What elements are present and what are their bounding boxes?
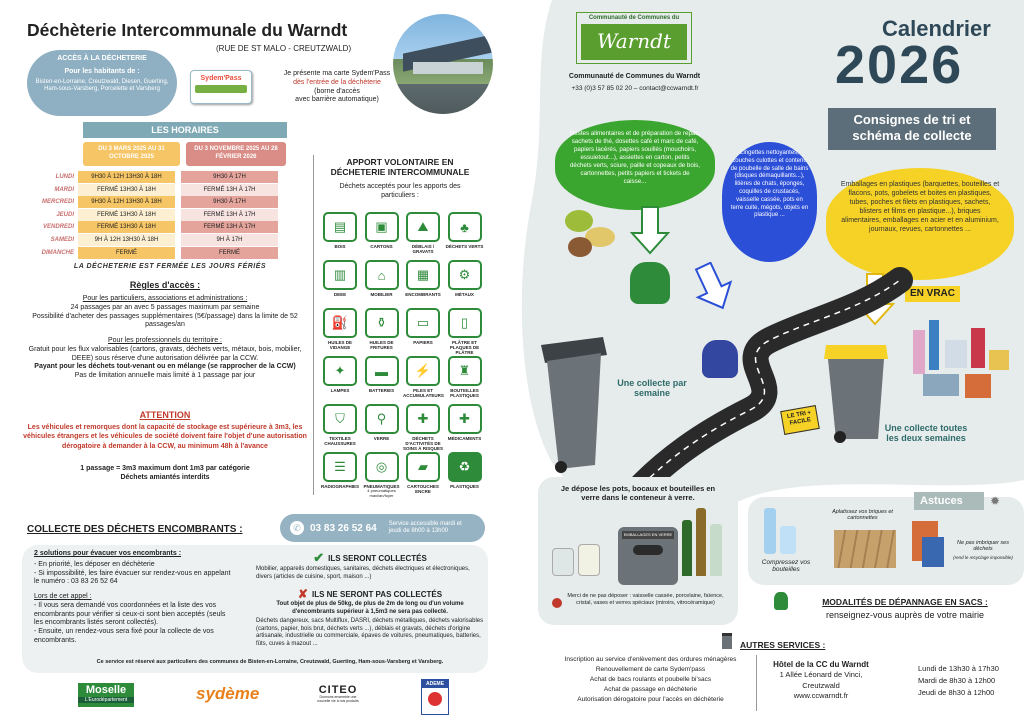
- bottle-icon: ♜: [448, 356, 482, 386]
- access-sub: Pour les habitants de :: [64, 67, 140, 75]
- card-text-1: Je présente ma carte Sydem'Pass: [283, 70, 391, 77]
- horaires-cell-summer: 9H À 12H 13H30 À 18H: [78, 234, 175, 246]
- waste-category-item: [445, 356, 485, 398]
- card-text-2: dès l'entrée de la déchèterie: [293, 78, 381, 86]
- cc-logo: [576, 12, 692, 64]
- encombrants-right: [256, 550, 484, 648]
- access-towns: Bisten-en-Lorraine, Creutzwald, Diesen, Guerting, Ham-sous-Varsberg, Porcelette et Varsberg: [35, 78, 169, 92]
- astuce2: Compressez vos bouteilles: [761, 559, 811, 573]
- citeo-logo: [313, 684, 363, 704]
- waste-category-item: [362, 404, 402, 441]
- waste-category-label: DÉBLAIS / GRAVATS: [411, 244, 435, 255]
- closed-note: LA DÉCHETERIE EST FERMÉE LES JOURS FÉRIÉS: [73, 263, 267, 270]
- service-hours: Service accessible mardi et jeudi de 8h00 à 13h00: [388, 520, 462, 534]
- horaires-day: LUNDI: [55, 174, 74, 180]
- regles-p1-title: Pour les particuliers, associations et administrations :: [82, 295, 248, 302]
- calendar-year: 2026: [835, 35, 964, 95]
- waste-category-label: DÉCHETS VERTS: [445, 244, 484, 249]
- appel-title: Lors de cet appel :: [34, 593, 92, 600]
- horaires-row: [30, 209, 285, 221]
- collecte2-label: Une collecte toutes les deux semaines: [884, 423, 968, 444]
- hours-item: Mardi de 8h30 à 12h00: [918, 676, 996, 685]
- en-vrac-badge: EN VRAC: [905, 286, 960, 302]
- citeo-text: CITEO: [318, 684, 358, 696]
- moselle-text: Moselle: [85, 684, 127, 696]
- cell-icon: ⚡: [406, 356, 440, 386]
- bottles-image: [680, 500, 730, 580]
- regles-p2-l2: Payant pour les déchets tout-venant ou en mélange (se rapprocher de la CCW): [34, 363, 296, 371]
- waste-category-item: [445, 260, 485, 297]
- astuce3-sub: (rend le recyclage impossible): [953, 555, 1013, 560]
- flattened-carton-image: [834, 530, 896, 568]
- ademe-logo: [421, 679, 449, 715]
- verre-label: EMBALLAGES EN VERRE: [623, 532, 673, 537]
- horaires-row: [30, 196, 285, 208]
- encombrants-left: [34, 550, 234, 646]
- paper-icon: ▭: [406, 308, 440, 338]
- waste-category-label: PILES ET ACCUMULATEURS: [403, 388, 444, 399]
- waste-category-label: DEEE: [333, 292, 347, 297]
- horaires-cell-winter: 9H30 À 17H: [181, 196, 278, 208]
- waste-category-item: [403, 404, 443, 452]
- xray-icon: ☰: [323, 452, 357, 482]
- regles-p1-l1: 24 passages par an avec 5 passages maximum par semaine: [70, 303, 260, 311]
- waste-category-label: HUILES DE FRITURES: [369, 340, 394, 351]
- waste-category-label: ENCOMBRANTS: [405, 292, 441, 297]
- horaires-heading: LES HORAIRES: [83, 122, 287, 138]
- apport-heading: APPORT VOLONTAIRE EN DÉCHETERIE INTERCOMMUNALE: [330, 157, 470, 178]
- waste-category-label: PLÂTRE ET PLAQUES DE PLÂTRE: [449, 340, 480, 356]
- horaires-row: [30, 184, 285, 196]
- phone-number: 03 83 26 52 64: [310, 522, 377, 534]
- waste-category-label: BOUTEILLES PLASTIQUES: [450, 388, 479, 399]
- attention-text: Les véhicules et remorques dont la capacité de stockage est supérieure à 3m3, les véhicules étrangers et les véhicules de société doivent faire l'objet d'une autorisation dérogatoire à demander à la CCW, au minimum 48h à l'avance: [23, 424, 307, 450]
- verre-container-icon: [618, 527, 678, 585]
- attention-rule2: Déchets amiantés interdits: [120, 474, 210, 482]
- horaires-cell-winter: FERMÉ: [181, 247, 278, 259]
- waste-category-label: DÉCHETS D'ACTIVITÉS DE SOINS À RISQUES: [403, 436, 444, 452]
- address: (RUE DE ST MALO - CREUTZWALD): [216, 44, 352, 53]
- sofa-icon: ⌂: [365, 260, 399, 290]
- waste-category-item: [403, 260, 443, 297]
- hotel-addr2: Creutzwald: [802, 680, 840, 690]
- ok-text: Mobilier, appareils domestiques, sanitaires, déchets électriques et électroniques, divers (articles de cuisine, sport, maison ...): [256, 566, 470, 580]
- packaging-image: [905, 310, 1015, 410]
- waste-category-label: VERRE: [373, 436, 390, 441]
- collecte1-label: Une collecte par semaine: [617, 378, 687, 399]
- nested-packaging-image: [908, 517, 946, 571]
- horaires-day: MERCREDI: [41, 199, 74, 206]
- card-text: [262, 70, 412, 105]
- waste-category-label: BOIS: [334, 244, 346, 249]
- pallet-icon: ▤: [323, 212, 357, 242]
- verre-note: Merci de ne pas déposer : vaisselle cassée, porcelaine, faïence, cristal, vases et verres spéciaux (miroirs, vitrocéramique): [567, 593, 724, 607]
- sol2: - Si impossibilité, les faire évacuer sur rendez-vous en appelant le numéro : 03 83 26 52 64: [34, 569, 231, 586]
- waste-category-item: [362, 452, 402, 498]
- service-item: Inscription au service d'enlèvement des ordures ménagères: [564, 656, 737, 663]
- waste-category-item: [362, 260, 402, 297]
- pills-icon: ✚: [448, 404, 482, 434]
- page-title: Déchèterie Intercommunale du Warndt: [27, 20, 348, 40]
- service-item: Autorisation dérogatoire pour l'accès en déchèterie: [577, 696, 724, 704]
- appliance-icon: ▥: [323, 260, 357, 290]
- jars-image: [552, 540, 608, 580]
- regles-p2-l1: Gratuit pour les flux valorisables (cartons, gravats, déchets verts, métaux, bois, mobilier, DEEE) sous réserve d'une autorisation délivrée par la CCW.: [28, 345, 302, 362]
- hours-item: Lundi de 13h30 à 17h30: [918, 664, 999, 673]
- horaires-cell-summer: FERMÉ: [78, 247, 175, 259]
- horaires-cell-winter: 9H30 À 17H: [181, 171, 278, 183]
- plaster-icon: ▯: [448, 308, 482, 338]
- divider: [313, 155, 314, 495]
- waste-category-label: PNEUMATIQUES: [363, 484, 400, 489]
- waste-category-item: [445, 308, 485, 356]
- horaires-row: [30, 247, 285, 259]
- moselle-logo: [78, 683, 134, 707]
- waste-category-item: [320, 260, 360, 297]
- waste-category-item: [445, 212, 485, 249]
- phone-badge[interactable]: [280, 514, 485, 542]
- appel2: - Ensuite, un rendez-vous sera fixé pour la collecte de vos encombrants.: [34, 628, 214, 644]
- cc-name: Communauté de Communes du Warndt: [568, 73, 701, 80]
- horaires-day: VENDREDI: [42, 224, 74, 231]
- tree-icon: ♣: [448, 212, 482, 242]
- services-list: [548, 655, 753, 705]
- down-arrow-icon: [630, 205, 670, 255]
- astuce3: Ne pas imbriquer ses déchets: [957, 540, 1009, 552]
- citeo-sub: Donnons ensemble une nouvelle vie à nos produits: [317, 695, 359, 703]
- waste-category-label: PAPIERS: [413, 340, 433, 345]
- waste-category-item: [445, 452, 485, 489]
- bag-icon: [774, 592, 788, 610]
- waste-category-item: [320, 404, 360, 446]
- glass-icon: ⚲: [365, 404, 399, 434]
- sol-title: 2 solutions pour évacuer vos encombrants :: [34, 550, 182, 557]
- access-heading: ACCÈS À LA DÉCHETERIE: [57, 55, 147, 62]
- sydem-card-icon: [190, 70, 252, 104]
- horaires-cell-summer: 9H30 À 12H 13H30 À 18H: [78, 171, 175, 183]
- services-title: AUTRES SERVICES :: [740, 640, 826, 650]
- tyre-icon: ◎: [365, 452, 399, 482]
- calendar-title: Calendrier: [882, 16, 991, 41]
- attention-section: [20, 410, 310, 483]
- bike-icon: ⚙: [448, 260, 482, 290]
- waste-category-label: BATTERIES: [368, 388, 395, 393]
- service-item: Achat de bacs roulants et poubelle bi'sacs: [589, 676, 712, 684]
- waste-category-item: [362, 308, 402, 350]
- horaires-day: SAMEDI: [50, 237, 74, 243]
- hotel-addr1: 1 Allée Léonard de Vinci,: [779, 670, 863, 680]
- sydeme-logo: sydème: [196, 684, 260, 703]
- water-bottles-image: [760, 508, 800, 556]
- horaires-cell-summer: 9H30 À 12H 13H30 À 18H: [78, 196, 175, 208]
- horaires-cell-winter: FERMÉ 13H À 17H: [181, 209, 278, 221]
- sol1: - En priorité, les déposer en déchèterie: [34, 560, 155, 568]
- waste-category-label: MOBILIER: [370, 292, 393, 297]
- oil-bottle-icon: ⚱: [365, 308, 399, 338]
- cc-logo-text: Warndt: [581, 24, 687, 60]
- waste-category-label: PLASTIQUES: [450, 484, 479, 489]
- waste-category-label: LAMPES: [330, 388, 350, 393]
- waste-category-item: [362, 356, 402, 393]
- horaires-row: [30, 221, 285, 233]
- card-logo: Sydem'Pass: [200, 75, 242, 82]
- access-box: [27, 50, 177, 116]
- waste-category-item: [320, 308, 360, 350]
- horaires-day: DIMANCHE: [41, 249, 74, 256]
- astuce1: Aplatissez vos briques et cartonnettes: [832, 509, 893, 521]
- regles-p2-title: Pour les professionnels du territoire :: [108, 337, 222, 344]
- waste-category-item: [320, 212, 360, 249]
- no-sub: Tout objet de plus de 50kg, de plus de 2m de long ou d'un volume d'encombrants supérieur à 1,5m3 ne sera pas collecté.: [276, 601, 464, 615]
- regles-p1-l2: Possibilité d'acheter des passages supplémentaires (5€/passage) dans la limite de 52 passages/an: [32, 312, 298, 329]
- waste-category-item: [403, 212, 443, 254]
- waste-category-label: HUILES DE VIDANGE: [327, 340, 352, 351]
- waste-category-item: [445, 404, 485, 441]
- regles-p2-l3: Pas de limitation annuelle mais limité à 1 passage par jour: [74, 372, 256, 379]
- waste-category-label: TEXTILES CHAUSSURES: [324, 436, 356, 447]
- no-title: ILS NE SERONT PAS COLLECTÉS: [311, 589, 443, 599]
- waste-category-item: [403, 308, 443, 345]
- waste-category-label: RADIOGRAPHIES: [320, 484, 359, 489]
- verre-text: Je dépose les pots, bocaux et bouteilles en verre dans le conteneur à verre.: [560, 484, 716, 503]
- horaires-cell-summer: FERMÉ 13H30 À 18H: [78, 209, 175, 221]
- horaires-cell-winter: 9H À 17H: [181, 234, 278, 246]
- horaires-cell-summer: FERMÉ 13H30 À 18H: [78, 184, 175, 196]
- grey-bin-icon: [537, 325, 609, 475]
- recycle-icon: ♻: [448, 452, 482, 482]
- lightbulb-icon: ✹: [990, 494, 1001, 508]
- appel1: - Il vous sera demandé vos coordonnées et la liste des vos encombrants pour vérifier si ceux-ci sont bien acceptés (seuls les encombrants listés seront collectés).: [34, 601, 226, 627]
- bin-small-icon: [722, 633, 732, 649]
- rubble-icon: ⛰: [406, 212, 440, 242]
- ademe-text: ADEME: [422, 680, 448, 688]
- depannage-title: MODALITÉS DE DÉPANNAGE EN SACS :: [822, 597, 988, 607]
- cc-contact: +33 (0)3 57 85 02 20 – contact@ccwarndt.fr: [571, 85, 699, 92]
- horaires-day: JEUDI: [56, 211, 74, 218]
- regles-section: [20, 280, 310, 381]
- bulky-icon: ▦: [406, 260, 440, 290]
- emballage-bubble: Emballages en plastiques (barquettes, bouteilles et flacons, pots, gobelets et boites en plastiques, tubes, poches et filets en plastiques, sachets, blisters et films en plastique...), briques alimentaires, emballages en acier et en aluminium, journaux, revues, cartonnettes ...: [826, 168, 1014, 280]
- lamp-icon: ✦: [323, 356, 357, 386]
- waste-category-item: [320, 356, 360, 393]
- horaires-col2: DU 3 NOVEMBRE 2025 AU 28 FÉVRIER 2026: [186, 142, 286, 166]
- horaires-cell-winter: FERMÉ 13H À 17H: [181, 184, 278, 196]
- hotel-info: [762, 660, 880, 701]
- regles-heading: Règles d'accès :: [129, 280, 201, 290]
- hotel-web[interactable]: www.ccwarndt.fr: [793, 690, 849, 700]
- no-glass-icon: [552, 598, 562, 608]
- service-item: Achat de passage en déchèterie: [603, 686, 698, 694]
- waste-category-item: [403, 356, 443, 398]
- attention-heading: ATTENTION: [139, 410, 191, 420]
- battery-icon: ▬: [365, 356, 399, 386]
- hotel-hours: [918, 663, 1018, 699]
- depannage-text: renseignez-vous auprès de votre mairie: [825, 610, 985, 620]
- apport-sub: Déchets acceptés pour les apports des particuliers :: [339, 183, 461, 199]
- food-waste-image: [560, 205, 625, 265]
- horaires-col1: DU 3 MARS 2025 AU 31 OCTOBRE 2025: [83, 142, 180, 166]
- horaires-cell-winter: FERMÉ 13H À 17H: [181, 221, 278, 233]
- encombrants-footnote: Ce service est réservé aux particuliers des communes de Bisten-en-Lorraine, Creutzwald, Guerting, Ham-sous-Varsberg et Varsberg.: [96, 659, 444, 665]
- waste-category-label: MÉTAUX: [455, 292, 474, 297]
- moselle-sub: L'Eurodépartement: [78, 697, 134, 703]
- box-icon: ▣: [365, 212, 399, 242]
- divider: [756, 655, 757, 711]
- sac-bubble: Lingettes nettoyantes, couches culottes et contenu de poubelle de salle de bains (disques démaquillants...), litières de chats, éponges, coquilles de crustacés, vaisselle cassée, pots en terre cuite, mégots, objets en plastique ...: [722, 142, 817, 262]
- waste-category-item: [362, 212, 402, 249]
- cross-icon: ✘: [297, 587, 308, 601]
- cartridge-icon: ▰: [406, 452, 440, 482]
- astuces-label: Astuces: [914, 492, 984, 510]
- oil-can-icon: ⛽: [323, 308, 357, 338]
- waste-category-item: [320, 452, 360, 489]
- cc-label: Communauté de Communes du: [588, 15, 680, 21]
- horaires-row: [30, 234, 285, 246]
- waste-category-label: CARTONS: [370, 244, 393, 249]
- encombrants-heading: COLLECTE DES DÉCHETS ENCOMBRANTS :: [27, 524, 243, 535]
- hours-item: Jeudi de 8h30 à 12h00: [918, 688, 995, 697]
- waste-category-label: MÉDICAMENTS: [447, 436, 482, 441]
- waste-category-note: 4 pneumatiques maxi/an/foyer: [367, 488, 396, 498]
- card-text-3: (borne d'accès: [314, 87, 360, 95]
- letri-badge: LE TRI + FACILE: [780, 405, 820, 435]
- waste-category-item: [403, 452, 443, 494]
- hotel-title: Hôtel de la CC du Warndt: [773, 660, 869, 669]
- bio-bubble: Restes alimentaires et de préparation de repas, sachets de thé, dosettes café et marc de café, papiers lacérés, papiers souillés (mouchoirs, essuietout...), assiettes en carton, petits déchets verts, sciure, paille et copeaux de bois, cartonnettes, petits papiers et tickets de caisse...: [555, 120, 715, 210]
- attention-rule1: 1 passage = 3m3 maximum dont 1m3 par catégorie: [80, 465, 250, 473]
- horaires-row: [30, 171, 285, 183]
- phone-icon: ✆: [290, 521, 304, 535]
- horaires-day: MARDI: [54, 186, 74, 193]
- consignes-banner: Consignes de tri et schéma de collecte: [828, 108, 996, 150]
- syringe-icon: ✚: [406, 404, 440, 434]
- check-icon: ✔: [313, 550, 325, 565]
- no-text: Déchets dangereux, sacs Multiflux, DASRI, déchets métalliques, déchets valorisables (cartons, papier, bois brut, déchets verts ...), déblais et gravats, déchets d'origine artisanale, industrielle ou commerciale, épaves de voitures, pneumatiques, batteries, fûts, cuves à mazout ...: [256, 618, 484, 647]
- shirt-icon: ⛉: [323, 404, 357, 434]
- waste-category-label: CARTOUCHES ENCRE: [407, 484, 439, 495]
- ok-title: ILS SERONT COLLECTÉS: [328, 553, 427, 563]
- card-text-4: avec barrière automatique): [295, 96, 379, 104]
- service-item: Renouvellement de carte Sydem'pass: [595, 666, 706, 674]
- horaires-cell-summer: FERMÉ 13H30 À 18H: [78, 221, 175, 233]
